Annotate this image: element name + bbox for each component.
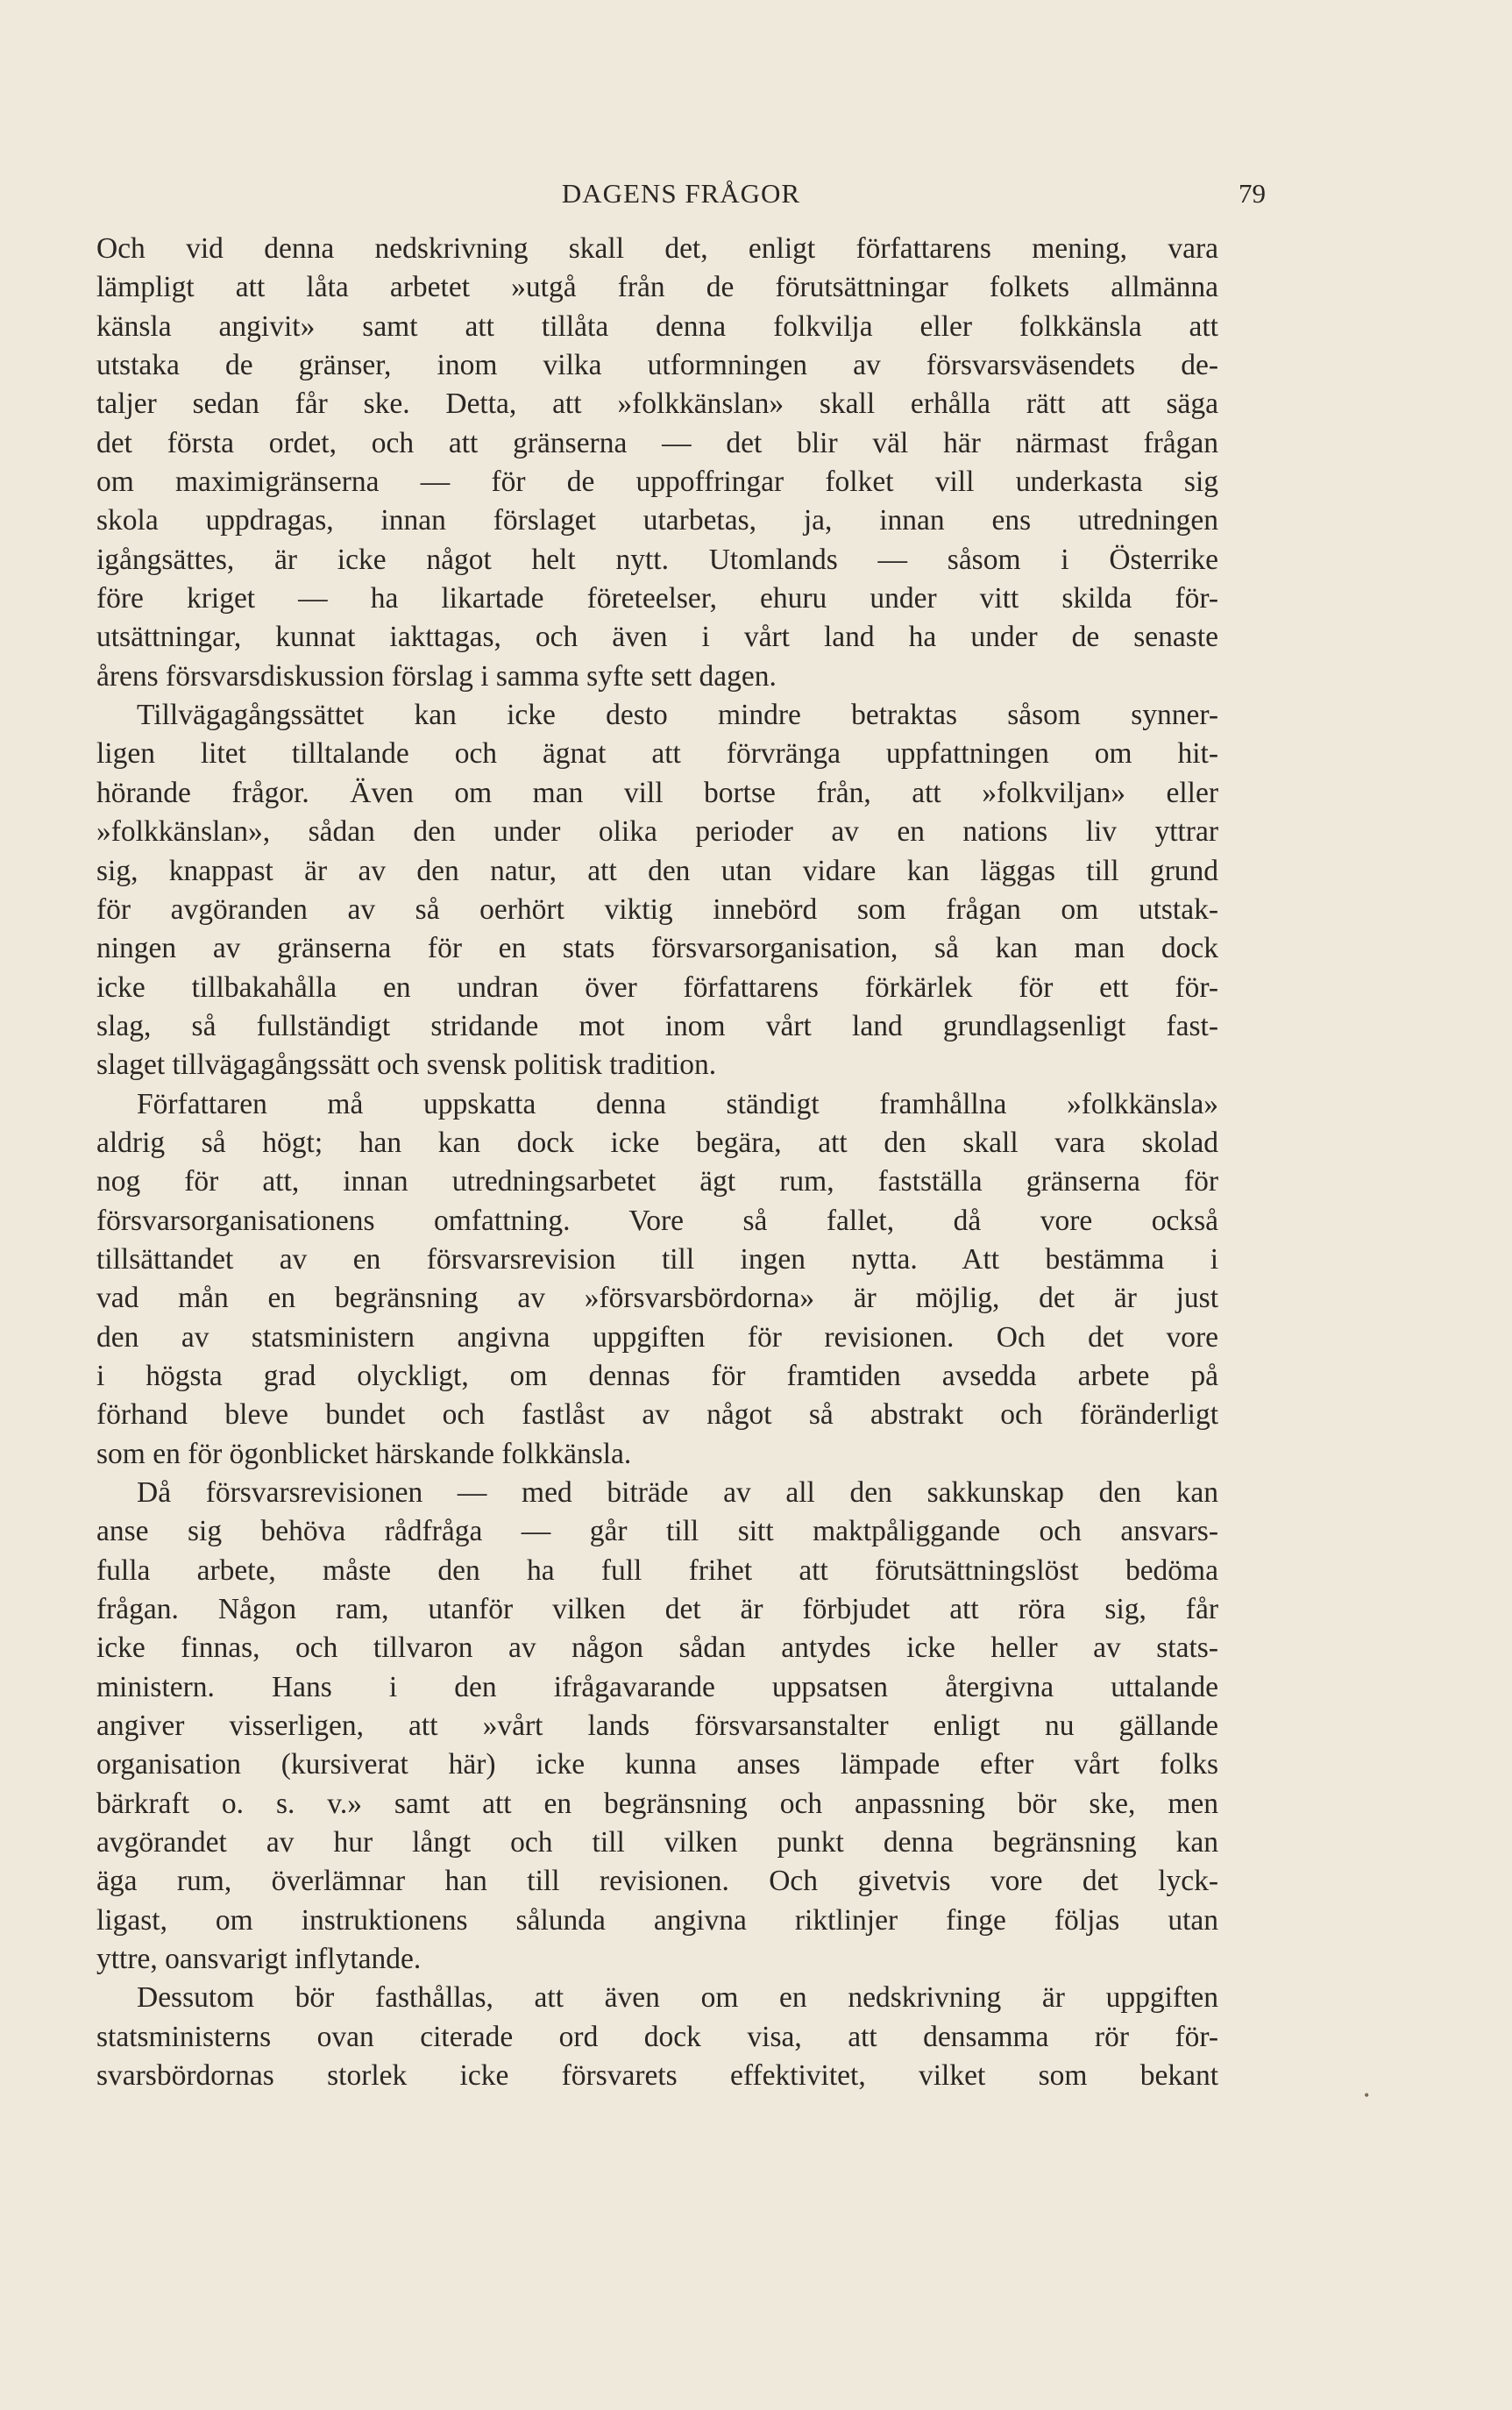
text-line: aldrig så högt; han kan dock icke begära, att den skall vara skolad (96, 1126, 1218, 1159)
text-line: skola uppdragas, innan förslaget utarbetas, ja, innan ens utredningen (96, 504, 1218, 537)
body-text (96, 230, 1218, 2096)
text-line: ministern. Hans i den ifrågavarande uppsatsen återgivna uttalande (96, 1670, 1218, 1703)
text-line: som en för ögonblicket härskande folkkänsla. (96, 1437, 632, 1470)
text-line: svarsbördornas storlek icke försvarets effektivitet, vilket som bekant (96, 2059, 1218, 2093)
text-line: statsministerns ovan citerade ord dock visa, att densamma rör för- (96, 2020, 1218, 2053)
text-line: taljer sedan får ske. Detta, att »folkkänslan» skall erhålla rätt att säga (96, 387, 1218, 421)
text-line: före kriget — ha likartade företeelser, ehuru under vitt skilda för- (96, 582, 1218, 615)
page-header (96, 172, 1266, 216)
page-number: 79 (1239, 178, 1266, 209)
text-line: i högsta grad olyckligt, om dennas för framtiden avsedda arbete på (96, 1359, 1218, 1392)
text-line: tillsättandet av en försvarsrevision till ingen nytta. Att bestämma i (96, 1242, 1218, 1276)
text-line: sig, knappast är av den natur, att den utan vidare kan läggas till grund (96, 854, 1218, 887)
text-line: igångsättes, är icke något helt nytt. Utomlands — såsom i Österrike (96, 543, 1218, 576)
text-line: Tillvägagångssättet kan icke desto mindre betraktas såsom synner- (137, 699, 1218, 732)
text-line: Författaren må uppskatta denna ständigt framhållna »folkkänsla» (137, 1087, 1218, 1120)
text-line: bärkraft o. s. v.» samt att en begränsning och anpassning bör ske, men (96, 1787, 1218, 1820)
text-line: Då försvarsrevisionen — med biträde av all den sakkunskap den kan (137, 1476, 1218, 1509)
text-line: anse sig behöva rådfråga — går till sitt maktpåliggande och ansvars- (96, 1515, 1218, 1548)
text-line: yttre, oansvarigt inflytande. (96, 1943, 422, 1976)
text-line: om maximigränserna — för de uppoffringar folket vill underkasta sig (96, 466, 1218, 499)
text-line: den av statsministern angivna uppgiften för revisionen. Och det vore (96, 1320, 1218, 1354)
text-line: det första ordet, och att gränserna — det blir väl här närmast frågan (96, 426, 1218, 459)
text-line: äga rum, överlämnar han till revisionen. Och givetvis vore det lyck- (96, 1865, 1218, 1898)
text-line: ningen av gränserna för en stats försvarsorganisation, så kan man dock (96, 932, 1218, 965)
text-line: icke tillbakahålla en undran över författarens förkärlek för ett för- (96, 970, 1218, 1004)
text-line: Och vid denna nedskrivning skall det, enligt författarens mening, vara (96, 232, 1218, 265)
running-title: DAGENS FRÅGOR (561, 178, 801, 209)
text-line: känsla angivit» samt att tillåta denna folkvilja eller folkkänsla att (96, 309, 1218, 343)
text-line: försvarsorganisationens omfattning. Vore så fallet, då vore också (96, 1204, 1218, 1237)
text-line: organisation (kursiverat här) icke kunna anses lämpade efter vårt folks (96, 1748, 1218, 1781)
text-line: slag, så fullständigt stridande mot inom vårt land grundlagsenligt fast- (96, 1009, 1218, 1042)
text-line: »folkkänslan», sådan den under olika perioder av en nations liv yttrar (96, 815, 1218, 849)
text-line: ligast, om instruktionens sålunda angivna riktlinjer finge följas utan (96, 1903, 1218, 1937)
text-line: lämpligt att låta arbetet »utgå från de förutsättningar folkets allmänna (96, 271, 1218, 304)
text-line: icke finnas, och tillvaron av någon sådan antydes icke heller av stats- (96, 1632, 1218, 1665)
text-line: hörande frågor. Även om man vill bortse från, att »folkviljan» eller (96, 776, 1218, 809)
text-line: avgörandet av hur långt och till vilken punkt denna begränsning kan (96, 1826, 1218, 1859)
text-line: årens försvarsdiskussion förslag i samma syfte sett dagen. (96, 659, 777, 693)
text-line: Dessutom bör fasthållas, att även om en nedskrivning är uppgiften (137, 1981, 1218, 2015)
text-line: fulla arbete, måste den ha full frihet att förutsättningslöst bedöma (96, 1553, 1218, 1587)
text-line: nog för att, innan utredningsarbetet ägt rum, fastställa gränserna för (96, 1165, 1218, 1198)
text-line: frågan. Någon ram, utanför vilken det är förbjudet att röra sig, får (96, 1593, 1218, 1626)
text-line: utsättningar, kunnat iakttagas, och även i vårt land ha under de senaste (96, 621, 1218, 654)
text-line: förhand bleve bundet och fastlåst av något så abstrakt och föränderligt (96, 1398, 1218, 1432)
text-line: ligen litet tilltalande och ägnat att förvränga uppfattningen om hit- (96, 737, 1218, 771)
text-line: angiver visserligen, att »vårt lands försvarsanstalter enligt nu gällande (96, 1710, 1218, 1743)
margin-dot: • (1364, 2087, 1370, 2104)
text-line: utstaka de gränser, inom vilka utformningen av försvarsväsendets de- (96, 349, 1218, 382)
text-line: för avgöranden av så oerhört viktig innebörd som frågan om utstak- (96, 892, 1218, 926)
text-line: slaget tillvägagångssätt och svensk politisk tradition. (96, 1049, 717, 1082)
text-line: vad mån en begränsning av »försvarsbördorna» är möjlig, det är just (96, 1282, 1218, 1315)
